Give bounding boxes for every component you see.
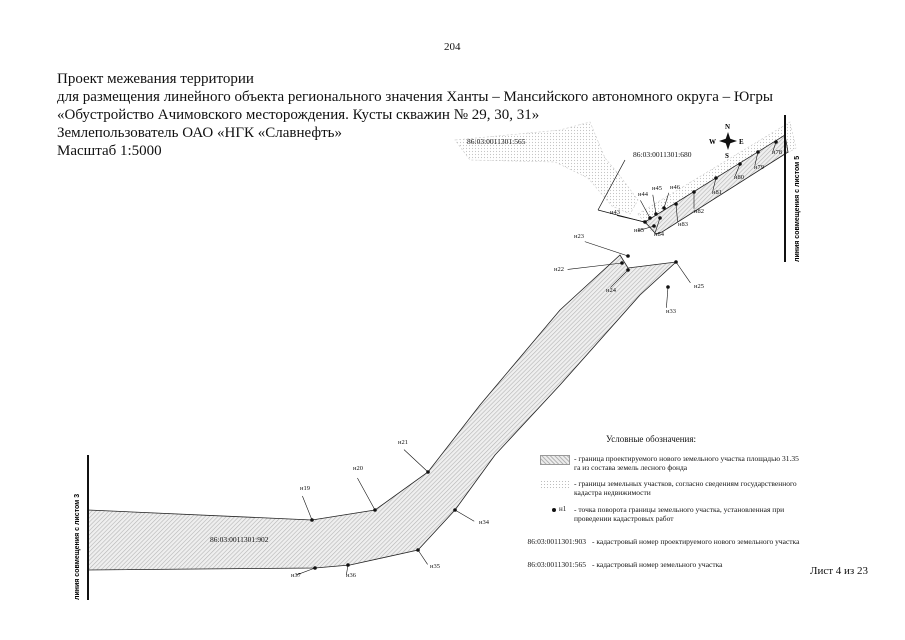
legend-code-existing: 86:03:0011301:565	[527, 560, 586, 569]
point-leader-line	[418, 550, 428, 564]
point-leader-line	[585, 242, 628, 256]
title-line-1: Проект межевания территории	[57, 71, 254, 87]
turning-point-label-n34: н34	[479, 519, 489, 526]
turning-point-label-n80: н80	[734, 174, 744, 181]
parcel-label-565: 86:03:0011301:565	[467, 137, 526, 146]
turning-point-label-n44: н44	[638, 191, 648, 198]
turning-point-label-n36: н36	[346, 572, 356, 579]
turning-point-label-n46: н46	[670, 184, 680, 191]
legend-text-existing: - границы земельных участков, согласно сведениям государственного кадастра недвижимости	[574, 479, 797, 497]
point-leader-line	[455, 510, 474, 521]
join-line-left-label: линия совмещения с листом 3	[74, 493, 81, 600]
legend-text-code-new: - кадастровый номер проектируемого нового земельного участка	[592, 537, 800, 546]
point-leader-line	[676, 262, 690, 283]
parcel-label-902: 86:03:0011301:902	[210, 535, 269, 544]
parcel-label-680: 86:03:0011301:680	[633, 150, 692, 159]
legend-text-new-parcel: - граница проектируемого нового земельного участка площадью 31.35 га из состава земель лесного фонда	[574, 454, 799, 472]
point-leader-line	[357, 478, 375, 510]
turning-point-label-n23: н23	[574, 233, 584, 240]
turning-point-label-n84: н84	[654, 231, 664, 238]
point-leader-line	[666, 287, 668, 308]
title-line-2: для размещения линейного объекта регионального значения Ханты – Мансийского автономного округа – Югры	[57, 89, 774, 105]
point-swatch-icon	[540, 506, 570, 516]
title-line-5: Масштаб 1:5000	[57, 143, 162, 159]
legend-text-code-existing: - кадастровый номер земельного участка	[592, 560, 723, 569]
page-number: 204	[444, 41, 461, 53]
turning-point-label-n79: н79	[754, 164, 764, 171]
turning-point-label-n78: н78	[772, 149, 782, 156]
turning-point-label-n35: н35	[430, 563, 440, 570]
turning-point-label-n82: н82	[694, 208, 704, 215]
turning-point-label-n43: н43	[610, 209, 620, 216]
title-line-4: Землепользователь ОАО «НГК «Славнефть»	[57, 125, 342, 141]
turning-point-label-n83: н83	[678, 221, 688, 228]
legend-text-point: - точка поворота границы земельного участка, установленная при проведении кадастровых работ	[574, 505, 785, 523]
join-line-right-label: линия совмещения с листом 5	[794, 155, 801, 262]
point-dot-icon	[552, 508, 556, 512]
turning-point-label-n33: н33	[666, 308, 676, 315]
dotted-swatch-icon	[540, 480, 570, 490]
turning-point-label-n20: н20	[353, 465, 363, 472]
turning-point-label-n22: н22	[554, 266, 564, 273]
turning-point-label-n45: н45	[652, 185, 662, 192]
compass-n: N	[725, 123, 731, 131]
turning-point-label-n85: н85	[634, 227, 644, 234]
legend-point-label: н1	[559, 505, 567, 513]
parcel-565-area	[455, 122, 638, 214]
sheet-label: Лист 4 из 23	[810, 565, 869, 577]
hatch-swatch-icon	[540, 455, 570, 465]
point-leader-line	[302, 496, 312, 520]
turning-point-label-n25: н25	[694, 283, 704, 290]
legend-title: Условные обозначения:	[606, 434, 697, 444]
turning-point-label-n81: н81	[712, 189, 722, 196]
turning-point-label-n21: н21	[398, 439, 408, 446]
compass-w: W	[709, 138, 716, 146]
compass-s: S	[725, 152, 729, 160]
compass-e: E	[739, 138, 744, 146]
point-leader-line	[404, 450, 428, 472]
turning-point-label-n24: н24	[606, 287, 616, 294]
title-line-3: «Обустройство Ачимовского месторождения. Кусты скважин № 29, 30, 31»	[57, 107, 540, 123]
turning-point-label-n19: н19	[300, 485, 310, 492]
legend-code-new: 86:03:0011301:903	[527, 537, 586, 546]
turning-point-label-n37: н37	[291, 572, 301, 579]
